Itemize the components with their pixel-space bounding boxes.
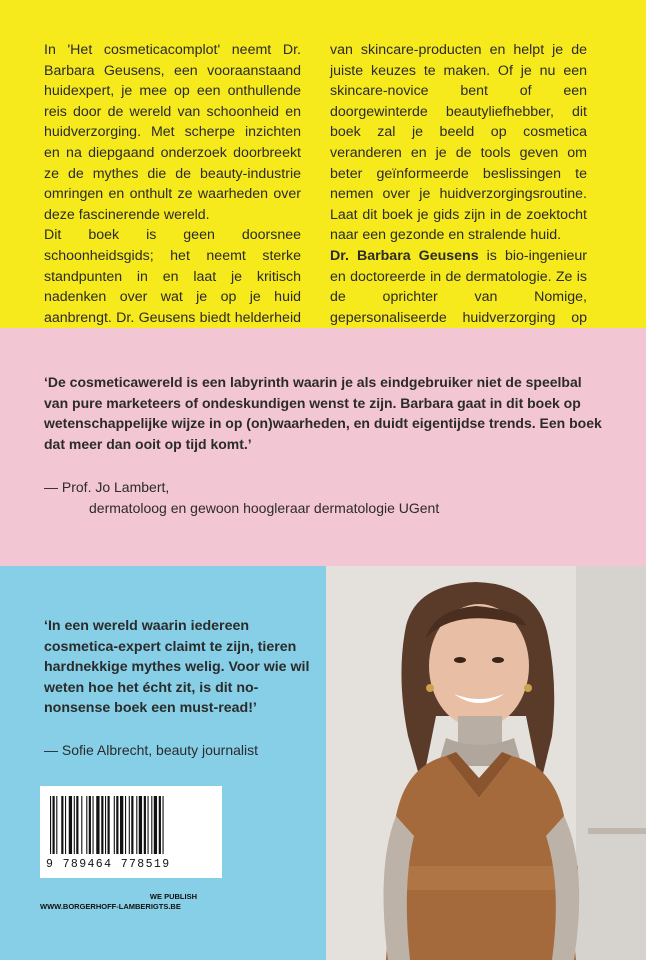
review-section-2 [0, 566, 646, 960]
isbn-number: 9 789464 778519 [46, 858, 171, 871]
author-bio-text: is bio-ingenieur en doctoreerde in de dermatologie. Ze is de oprichter van Nomige, gepersonaliseerde huidverzorging op [330, 247, 587, 326]
blurb-paragraph: van skincare-producten en helpt je de juiste keuzes te maken. Of je nu een skincare-novice bent of een doorgewinterde beautyliefhebber, dit boek zal je beeld op cosmetica veranderen en je de tools geven om beter geïnformeerde beslissingen te nemen over je huidverzorgingsroutine. Laat dit boek je gids zijn in de zoektocht naar een gezonde en stralende huid. [330, 42, 587, 244]
publisher-slogan: WE PUBLISH [149, 892, 197, 901]
review-quote: ‘De cosmeticawereld is een labyrinth waarin je als eindgebruiker niet de speelbal van pure marketeers of ondeskundigen wenst te zijn. Barbara gaat in dit boek op wetenschappelijke wijze in op (on)waarheden, en duidt eigentijdse trends. Een boek dat meer dan ooit op tijd komt.’ [44, 374, 602, 452]
review-section-1 [0, 328, 646, 566]
author-portrait-icon [326, 566, 646, 960]
blurb-column-right [330, 40, 587, 349]
barcode [40, 786, 222, 878]
publisher-info [40, 892, 197, 912]
review-quote: ‘In een wereld waarin iedereen cosmetica-expert claimt te zijn, tieren hardnekkige mythes welig. Voor wie wil weten hoe het écht zit, is dit no-nonsense boek een must-read!’ [44, 618, 310, 717]
author-name: Dr. Barbara Geusens [330, 247, 479, 264]
review-author: — Prof. Jo Lambert, [44, 479, 170, 495]
blurb-column-left [44, 40, 301, 349]
publisher-website: WWW.BORGERHOFF-LAMBERIGTS.BE [40, 902, 181, 911]
author-photo [326, 566, 646, 960]
blurb-paragraph: In 'Het cosmeticacomplot' neemt Dr. Barbara Geusens, een vooraanstaand huidexpert, je mee op een onthullende reis door de wereld van schoonheid en huidverzorging. Met scherpe inzichten en na diepgaand onderzoek doorbreekt ze de mythes die de beauty-industrie omringen en onthult ze waarheden over deze fascinerende wereld. [44, 42, 301, 223]
review-attribution [44, 477, 439, 518]
blurb-paragraph: Dit boek is geen doorsnee schoonheidsgids; het neemt sterke standpunten in en laat je kritisch nadenken over wat je op je huid aanbrengt. Dr. Geusens biedt helderheid [44, 227, 301, 326]
barcode-bars-icon [50, 796, 210, 854]
review-author-role: dermatoloog en gewoon hoogleraar dermatologie UGent [89, 499, 440, 516]
blurb-section [0, 0, 646, 328]
review-author: — Sofie Albrecht, beauty journalist [44, 742, 259, 758]
